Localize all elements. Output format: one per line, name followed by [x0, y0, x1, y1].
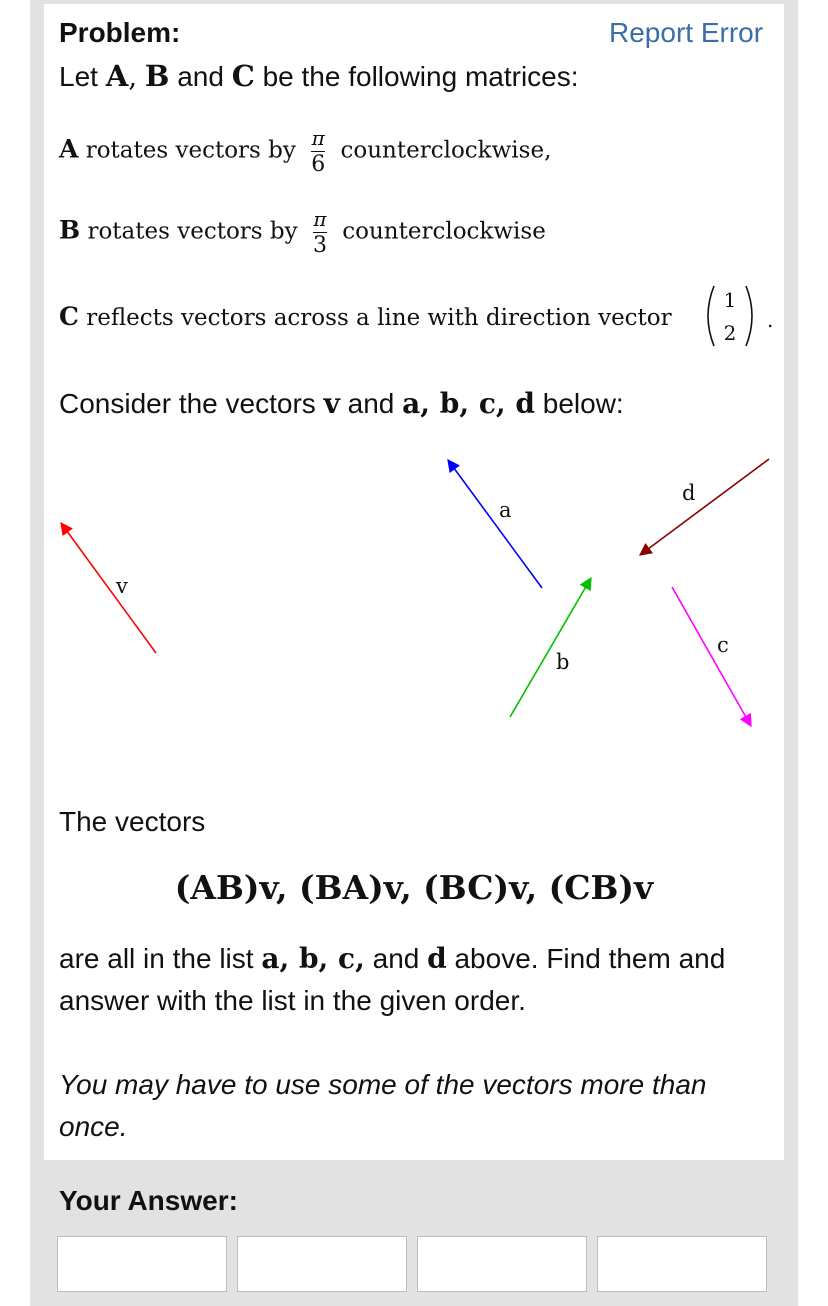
vector-b-arrow — [510, 578, 591, 717]
matrix-symbol-b: B — [144, 59, 170, 93]
question-last: d — [427, 942, 447, 975]
matrix-symbol-a: A — [105, 59, 129, 93]
question-and: and — [372, 943, 420, 974]
fraction-numerator: π — [311, 126, 325, 150]
note-line-1: You may have to use some of the vectors more than — [59, 1069, 707, 1100]
direction-vector-period: . — [767, 308, 774, 332]
problem-heading: Problem: — [59, 17, 181, 48]
answer-input-3[interactable] — [417, 1236, 587, 1292]
matrix-c-name: C — [59, 302, 79, 331]
intro-prefix: Let — [59, 61, 98, 92]
direction-vector-bottom: 2 — [723, 321, 737, 345]
vector-c-label: c — [717, 633, 729, 657]
fraction-numerator: π — [313, 207, 327, 231]
vector-d-label: d — [682, 481, 696, 505]
vectors-label: The vectors — [59, 806, 206, 837]
intro-and: and — [177, 61, 224, 92]
matrix-a-name: A — [59, 134, 79, 164]
matrix-a-direction: counterclockwise, — [340, 137, 552, 164]
answer-input-1[interactable] — [57, 1236, 227, 1292]
matrix-symbol-c: C — [231, 59, 255, 93]
question-line-2: answer with the list in the given order. — [59, 985, 526, 1016]
consider-prefix: Consider the vectors — [59, 388, 316, 419]
consider-list: a, b, c, d — [402, 387, 535, 420]
consider-suffix: below: — [542, 388, 624, 419]
note-line-2: once. — [59, 1111, 128, 1142]
vector-a-label: a — [499, 498, 512, 522]
consider-and: and — [347, 388, 395, 419]
your-answer-label: Your Answer: — [59, 1185, 238, 1216]
vector-d-arrow — [640, 459, 769, 555]
vector-v-arrow — [61, 523, 156, 653]
answer-input-4[interactable] — [597, 1236, 767, 1292]
matrix-c-text: reflects vectors across a line with direction vector — [86, 305, 672, 331]
question-suffix: above. Find them and — [454, 943, 726, 974]
consider-v: v — [323, 387, 340, 420]
question-list: a, b, c, — [261, 942, 365, 975]
intro-comma: , — [128, 60, 138, 93]
report-error-link[interactable]: Report Error — [609, 17, 764, 48]
vector-c-arrow — [672, 587, 751, 726]
matrix-b-direction: counterclockwise — [342, 218, 546, 245]
vector-a-arrow — [448, 460, 542, 588]
matrix-b-name: B — [59, 215, 81, 245]
direction-vector-top: 1 — [723, 288, 737, 312]
vector-b-label: b — [556, 650, 570, 674]
question-prefix: are all in the list — [59, 943, 254, 974]
expression: (AB)v, (BA)v, (BC)v, (CB)v — [174, 868, 654, 907]
vector-v-label: v — [116, 574, 128, 598]
fraction-denominator: 3 — [312, 233, 327, 258]
matrix-b-text: rotates vectors by — [87, 218, 298, 245]
fraction-denominator: 6 — [311, 152, 326, 177]
question-line-1 — [59, 942, 725, 975]
matrix-a-text: rotates vectors by — [85, 137, 296, 164]
intro-suffix: be the following matrices: — [262, 61, 579, 92]
answer-input-2[interactable] — [237, 1236, 407, 1292]
